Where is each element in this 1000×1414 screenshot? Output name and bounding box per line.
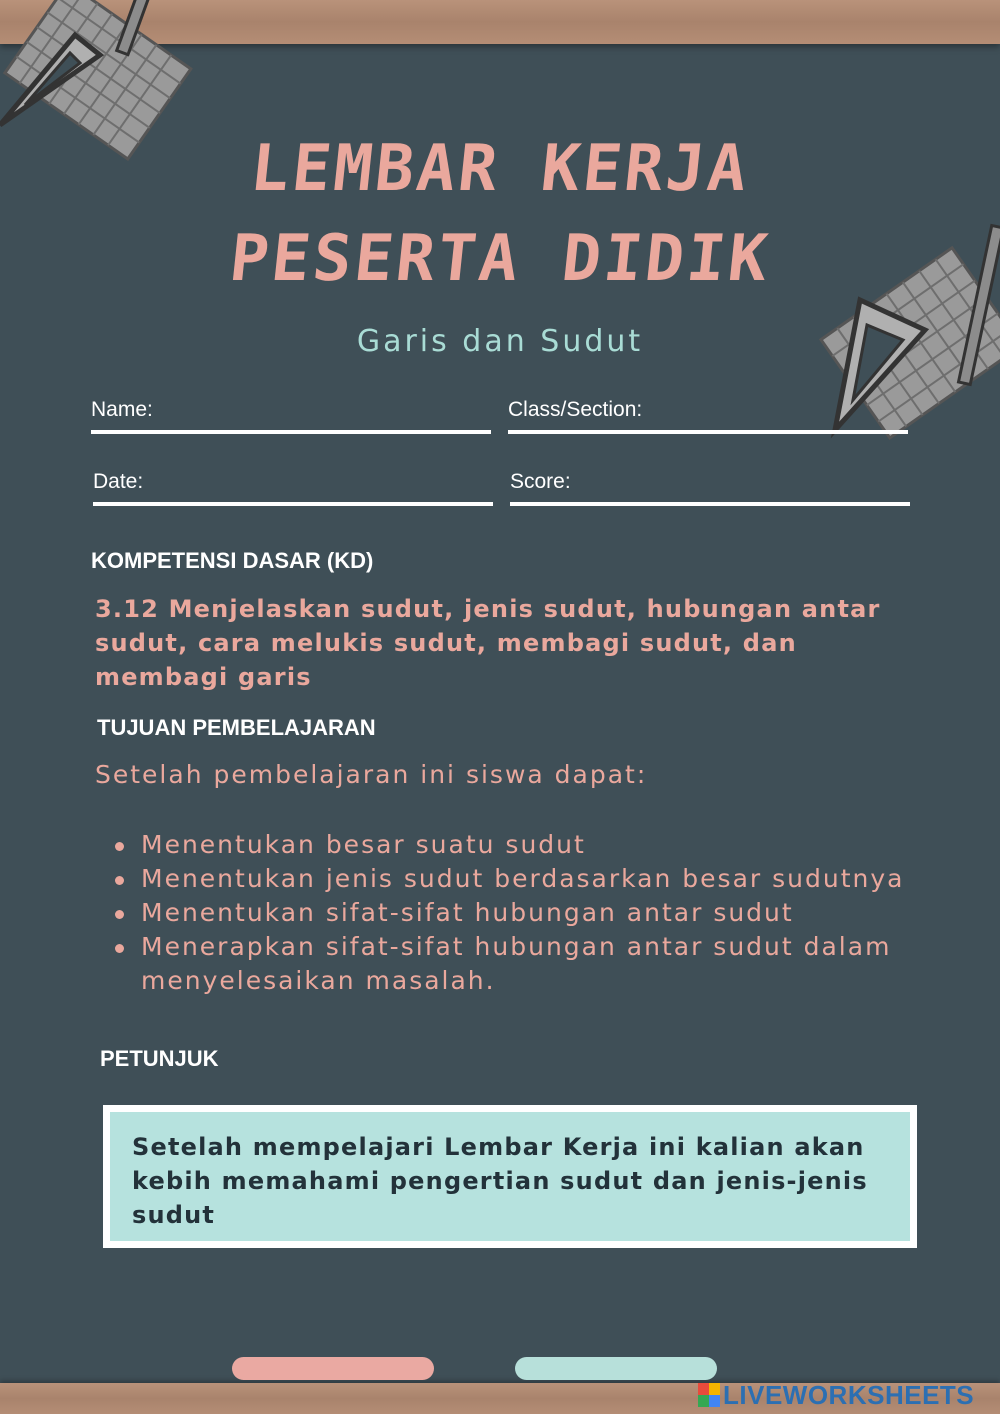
kd-text: 3.12 Menjelaskan sudut, jenis sudut, hubungan antar sudut, cara melukis sudut, membagi sudut, dan membagi garis — [95, 595, 881, 691]
name-label: Name: — [91, 398, 153, 421]
petunjuk-box — [103, 1105, 917, 1248]
list-item: Menentukan besar suatu sudut — [95, 828, 915, 862]
class-section-field-line[interactable] — [508, 430, 908, 434]
bullet-icon — [115, 910, 124, 919]
tujuan-heading: TUJUAN PEMBELAJARAN — [97, 715, 376, 740]
name-field-line[interactable] — [91, 430, 491, 434]
score-label: Score: — [510, 470, 571, 493]
list-item: Menentukan jenis sudut berdasarkan besar sudutnya — [95, 862, 915, 896]
list-item: Menentukan sifat-sifat hubungan antar sudut — [95, 896, 915, 930]
petunjuk-heading: PETUNJUK — [100, 1046, 219, 1071]
page-title-line2: PESERTA DIDIK — [226, 222, 774, 296]
date-label: Date: — [93, 470, 144, 493]
tujuan-list — [95, 828, 915, 998]
page-subtitle: Garis dan Sudut — [356, 324, 644, 359]
tujuan-intro: Setelah pembelajaran ini siswa dapat: — [95, 760, 648, 789]
petunjuk-text: Setelah mempelajari Lembar Kerja ini kalian akan kebih memahami pengertian sudut dan jenis-jenis sudut — [110, 1112, 910, 1241]
teal-chalk — [515, 1357, 717, 1380]
kd-heading: KOMPETENSI DASAR (KD) — [91, 548, 374, 573]
bullet-icon — [115, 842, 124, 851]
list-item: Menerapkan sifat-sifat hubungan antar sudut dalam menyelesaikan masalah. — [95, 930, 915, 998]
bullet-icon — [115, 876, 124, 885]
score-field-line[interactable] — [510, 502, 910, 506]
liveworksheets-brand-text: LIVEWORKSHEETS — [723, 1379, 975, 1410]
liveworksheets-logo[interactable] — [698, 1380, 974, 1410]
bullet-icon — [115, 944, 124, 953]
liveworksheets-logo-icon — [698, 1383, 720, 1407]
class-section-label: Class/Section: — [508, 398, 643, 421]
pink-chalk — [232, 1357, 434, 1380]
page-title-line1: LEMBAR KERJA — [246, 132, 754, 206]
date-field-line[interactable] — [93, 502, 493, 506]
